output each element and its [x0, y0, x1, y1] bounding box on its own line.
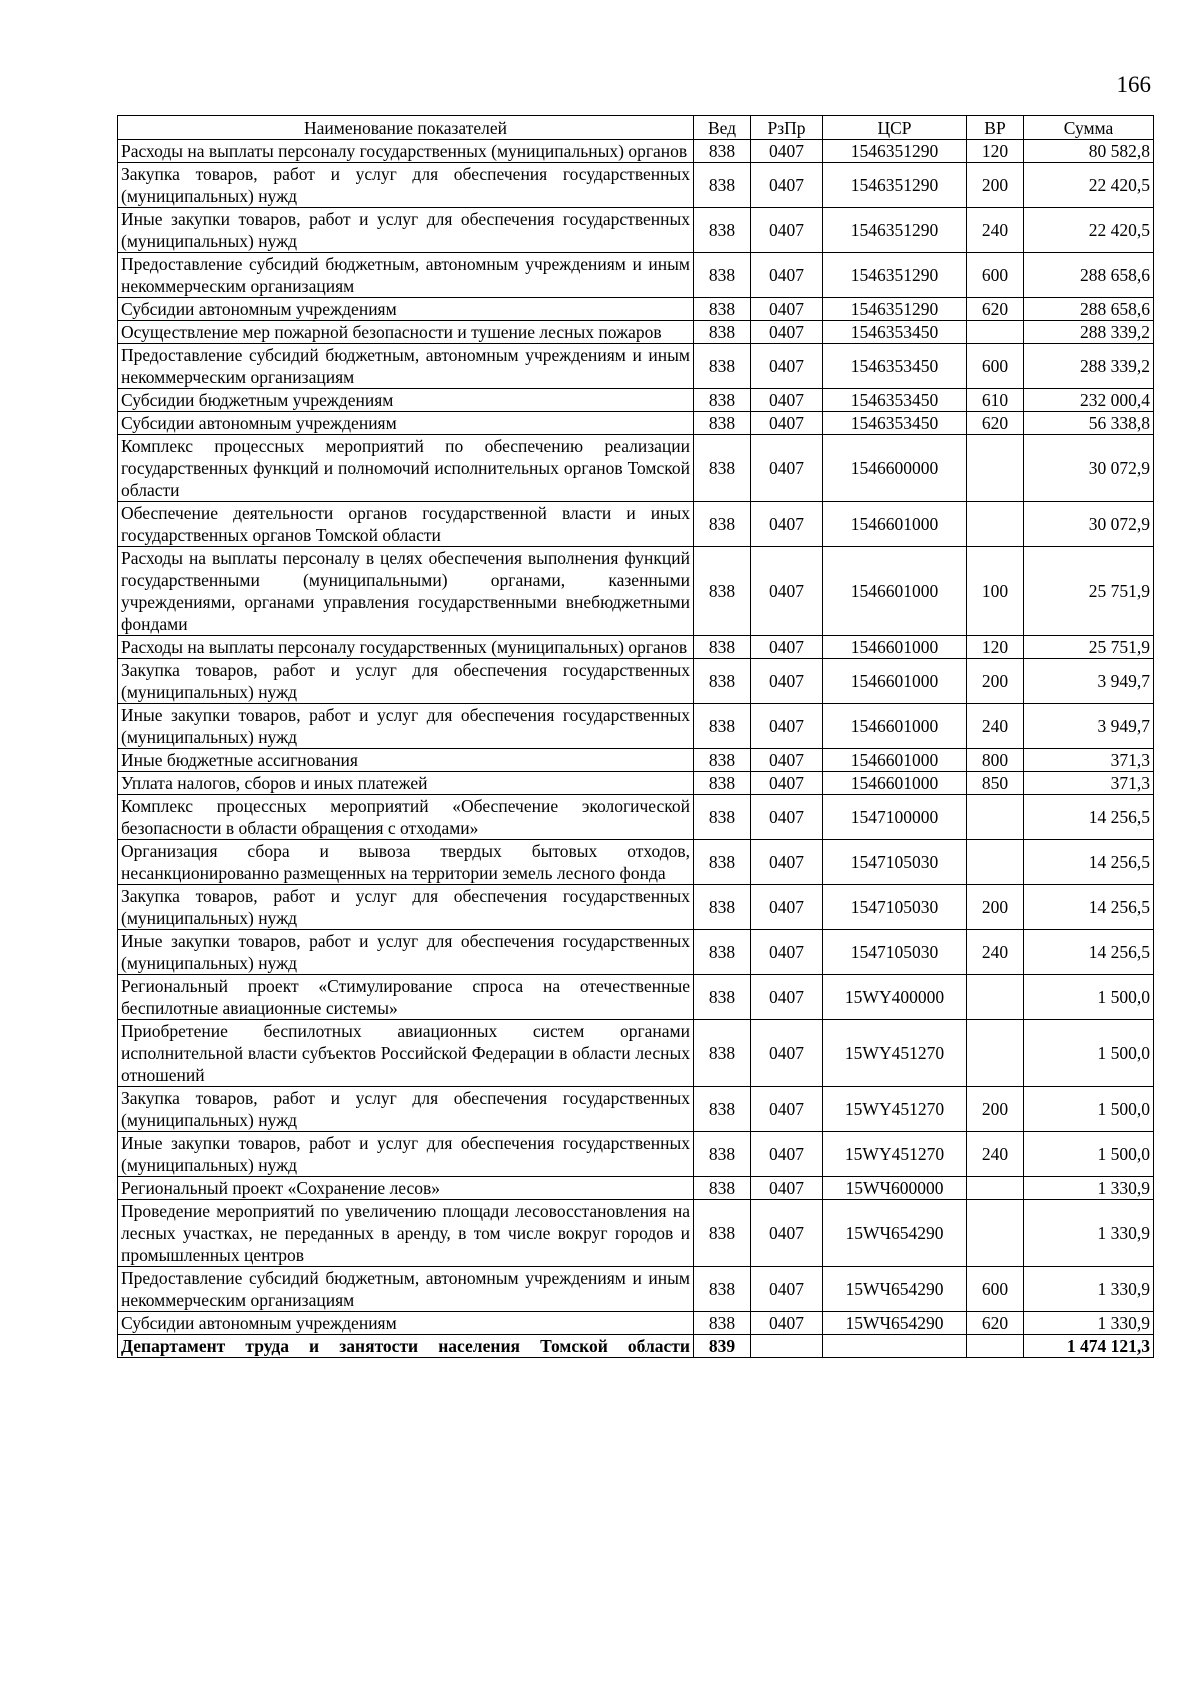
header-sum: Сумма — [1024, 116, 1154, 140]
cell-rzpr: 0407 — [751, 704, 823, 749]
table-row — [118, 975, 1154, 1020]
cell-rzpr — [751, 1335, 823, 1358]
cell-ved: 838 — [694, 1267, 751, 1312]
cell-ved: 838 — [694, 389, 751, 412]
cell-sum: 80 582,8 — [1024, 140, 1154, 163]
table-row — [118, 1267, 1154, 1312]
cell-csr: 1546351290 — [823, 163, 967, 208]
cell-rzpr: 0407 — [751, 321, 823, 344]
cell-csr: 1546353450 — [823, 321, 967, 344]
cell-vr: 620 — [967, 1312, 1024, 1335]
cell-csr: 1546353450 — [823, 412, 967, 435]
cell-sum: 25 751,9 — [1024, 636, 1154, 659]
cell-rzpr: 0407 — [751, 885, 823, 930]
cell-sum: 288 658,6 — [1024, 253, 1154, 298]
cell-name: Региональный проект «Стимулирование спроса на отечественные беспилотные авиационные системы» — [118, 975, 694, 1020]
cell-name: Приобретение беспилотных авиационных систем органами исполнительной власти субъектов Российской Федерации в области лесных отношений — [118, 1020, 694, 1087]
cell-csr: 1547105030 — [823, 885, 967, 930]
cell-name: Расходы на выплаты персоналу государственных (муниципальных) органов — [118, 140, 694, 163]
table-row — [118, 1335, 1154, 1358]
cell-sum: 14 256,5 — [1024, 795, 1154, 840]
cell-ved: 838 — [694, 344, 751, 389]
cell-ved: 838 — [694, 1200, 751, 1267]
cell-csr: 1546353450 — [823, 389, 967, 412]
cell-sum: 25 751,9 — [1024, 547, 1154, 636]
table-row — [118, 704, 1154, 749]
cell-ved: 838 — [694, 1177, 751, 1200]
table-row — [118, 930, 1154, 975]
cell-sum: 371,3 — [1024, 749, 1154, 772]
cell-ved: 838 — [694, 253, 751, 298]
cell-rzpr: 0407 — [751, 840, 823, 885]
table-row — [118, 749, 1154, 772]
cell-rzpr: 0407 — [751, 975, 823, 1020]
cell-vr: 600 — [967, 344, 1024, 389]
cell-ved: 838 — [694, 1312, 751, 1335]
cell-csr: 15WY451270 — [823, 1020, 967, 1087]
cell-vr: 600 — [967, 1267, 1024, 1312]
table-row — [118, 412, 1154, 435]
cell-vr: 620 — [967, 298, 1024, 321]
cell-vr: 120 — [967, 140, 1024, 163]
cell-csr — [823, 1335, 967, 1358]
cell-ved: 839 — [694, 1335, 751, 1358]
cell-vr: 620 — [967, 412, 1024, 435]
cell-name: Иные закупки товаров, работ и услуг для обеспечения государственных (муниципальных) нужд — [118, 930, 694, 975]
cell-rzpr: 0407 — [751, 435, 823, 502]
cell-csr: 1547105030 — [823, 840, 967, 885]
cell-name: Расходы на выплаты персоналу государственных (муниципальных) органов — [118, 636, 694, 659]
cell-ved: 838 — [694, 930, 751, 975]
cell-ved: 838 — [694, 547, 751, 636]
cell-csr: 15WY400000 — [823, 975, 967, 1020]
cell-ved: 838 — [694, 412, 751, 435]
cell-vr: 100 — [967, 547, 1024, 636]
cell-rzpr: 0407 — [751, 547, 823, 636]
cell-name: Иные закупки товаров, работ и услуг для обеспечения государственных (муниципальных) нужд — [118, 208, 694, 253]
cell-rzpr: 0407 — [751, 930, 823, 975]
cell-ved: 838 — [694, 772, 751, 795]
cell-csr: 1547105030 — [823, 930, 967, 975]
cell-vr: 200 — [967, 659, 1024, 704]
cell-sum: 1 474 121,3 — [1024, 1335, 1154, 1358]
cell-vr: 200 — [967, 1087, 1024, 1132]
cell-name: Комплекс процессных мероприятий по обеспечению реализации государственных функций и полномочий исполнительных органов Томской области — [118, 435, 694, 502]
cell-rzpr: 0407 — [751, 749, 823, 772]
cell-rzpr: 0407 — [751, 389, 823, 412]
cell-csr: 1546600000 — [823, 435, 967, 502]
header-csr: ЦСР — [823, 116, 967, 140]
cell-vr: 200 — [967, 163, 1024, 208]
cell-ved: 838 — [694, 1132, 751, 1177]
cell-csr: 1546601000 — [823, 502, 967, 547]
cell-vr — [967, 435, 1024, 502]
cell-rzpr: 0407 — [751, 1020, 823, 1087]
cell-sum: 288 339,2 — [1024, 321, 1154, 344]
cell-sum: 14 256,5 — [1024, 840, 1154, 885]
cell-sum: 1 500,0 — [1024, 975, 1154, 1020]
cell-sum: 288 658,6 — [1024, 298, 1154, 321]
cell-sum: 1 500,0 — [1024, 1132, 1154, 1177]
cell-ved: 838 — [694, 636, 751, 659]
cell-rzpr: 0407 — [751, 795, 823, 840]
cell-csr: 1546601000 — [823, 749, 967, 772]
cell-vr — [967, 795, 1024, 840]
cell-vr: 200 — [967, 885, 1024, 930]
cell-ved: 838 — [694, 704, 751, 749]
table-row — [118, 502, 1154, 547]
cell-vr: 800 — [967, 749, 1024, 772]
table-row — [118, 321, 1154, 344]
cell-ved: 838 — [694, 885, 751, 930]
cell-vr: 240 — [967, 1132, 1024, 1177]
table-row — [118, 1087, 1154, 1132]
cell-vr: 240 — [967, 208, 1024, 253]
cell-csr: 1546601000 — [823, 636, 967, 659]
table-row — [118, 253, 1154, 298]
page-number: 166 — [1116, 72, 1151, 97]
cell-vr — [967, 1020, 1024, 1087]
cell-rzpr: 0407 — [751, 344, 823, 389]
table-row — [118, 1312, 1154, 1335]
cell-vr: 240 — [967, 930, 1024, 975]
cell-csr: 1546353450 — [823, 344, 967, 389]
cell-rzpr: 0407 — [751, 659, 823, 704]
cell-ved: 838 — [694, 1087, 751, 1132]
cell-sum: 1 500,0 — [1024, 1087, 1154, 1132]
cell-name: Субсидии бюджетным учреждениям — [118, 389, 694, 412]
header-name: Наименование показателей — [118, 116, 694, 140]
cell-name: Субсидии автономным учреждениям — [118, 298, 694, 321]
cell-csr: 15WЧ654290 — [823, 1200, 967, 1267]
cell-rzpr: 0407 — [751, 636, 823, 659]
cell-ved: 838 — [694, 975, 751, 1020]
table-row — [118, 298, 1154, 321]
cell-vr — [967, 975, 1024, 1020]
table-row — [118, 772, 1154, 795]
table-row — [118, 140, 1154, 163]
cell-sum: 1 500,0 — [1024, 1020, 1154, 1087]
cell-vr — [967, 840, 1024, 885]
cell-rzpr: 0407 — [751, 1132, 823, 1177]
cell-name: Субсидии автономным учреждениям — [118, 1312, 694, 1335]
cell-name: Проведение мероприятий по увеличению площади лесовосстановления на лесных участках, не переданных в аренду, в том числе вокруг городов и промышленных центров — [118, 1200, 694, 1267]
cell-sum: 232 000,4 — [1024, 389, 1154, 412]
cell-name: Субсидии автономным учреждениям — [118, 412, 694, 435]
table-row — [118, 885, 1154, 930]
cell-ved: 838 — [694, 749, 751, 772]
cell-name: Закупка товаров, работ и услуг для обеспечения государственных (муниципальных) нужд — [118, 1087, 694, 1132]
cell-rzpr: 0407 — [751, 772, 823, 795]
header-vr: ВР — [967, 116, 1024, 140]
cell-name: Иные закупки товаров, работ и услуг для обеспечения государственных (муниципальных) нужд — [118, 704, 694, 749]
cell-sum: 22 420,5 — [1024, 163, 1154, 208]
cell-sum: 14 256,5 — [1024, 930, 1154, 975]
cell-sum: 1 330,9 — [1024, 1177, 1154, 1200]
header-rzpr: РзПр — [751, 116, 823, 140]
table-row — [118, 1132, 1154, 1177]
table-row — [118, 435, 1154, 502]
cell-name: Расходы на выплаты персоналу в целях обеспечения выполнения функций государственными (муниципальными) органами, казенными учреждениями, органами управления государственными внебюджетными фондами — [118, 547, 694, 636]
cell-vr: 120 — [967, 636, 1024, 659]
table-row — [118, 344, 1154, 389]
cell-sum: 22 420,5 — [1024, 208, 1154, 253]
header-ved: Вед — [694, 116, 751, 140]
cell-csr: 1546351290 — [823, 253, 967, 298]
cell-csr: 1546601000 — [823, 704, 967, 749]
cell-sum: 1 330,9 — [1024, 1200, 1154, 1267]
table-row — [118, 659, 1154, 704]
table-row — [118, 163, 1154, 208]
cell-sum: 30 072,9 — [1024, 502, 1154, 547]
cell-ved: 838 — [694, 840, 751, 885]
cell-ved: 838 — [694, 502, 751, 547]
cell-ved: 838 — [694, 163, 751, 208]
cell-ved: 838 — [694, 1020, 751, 1087]
cell-sum: 3 949,7 — [1024, 704, 1154, 749]
cell-csr: 1546601000 — [823, 772, 967, 795]
table-row — [118, 389, 1154, 412]
cell-rzpr: 0407 — [751, 253, 823, 298]
cell-name: Департамент труда и занятости населения Томской области — [118, 1335, 694, 1358]
cell-csr: 15WЧ654290 — [823, 1267, 967, 1312]
cell-vr — [967, 1335, 1024, 1358]
cell-name: Закупка товаров, работ и услуг для обеспечения государственных (муниципальных) нужд — [118, 885, 694, 930]
cell-vr — [967, 502, 1024, 547]
cell-name: Закупка товаров, работ и услуг для обеспечения государственных (муниципальных) нужд — [118, 659, 694, 704]
cell-rzpr: 0407 — [751, 412, 823, 435]
cell-rzpr: 0407 — [751, 1200, 823, 1267]
cell-name: Предоставление субсидий бюджетным, автономным учреждениям и иным некоммерческим организациям — [118, 253, 694, 298]
cell-vr: 600 — [967, 253, 1024, 298]
cell-sum: 288 339,2 — [1024, 344, 1154, 389]
cell-csr: 15WЧ600000 — [823, 1177, 967, 1200]
cell-ved: 838 — [694, 795, 751, 840]
cell-rzpr: 0407 — [751, 1267, 823, 1312]
cell-ved: 838 — [694, 208, 751, 253]
cell-name: Предоставление субсидий бюджетным, автономным учреждениям и иным некоммерческим организациям — [118, 344, 694, 389]
cell-csr: 1546351290 — [823, 208, 967, 253]
cell-ved: 838 — [694, 298, 751, 321]
cell-ved: 838 — [694, 659, 751, 704]
cell-name: Иные бюджетные ассигнования — [118, 749, 694, 772]
cell-name: Уплата налогов, сборов и иных платежей — [118, 772, 694, 795]
cell-name: Региональный проект «Сохранение лесов» — [118, 1177, 694, 1200]
cell-csr: 1546601000 — [823, 659, 967, 704]
table-body — [118, 140, 1154, 1358]
cell-rzpr: 0407 — [751, 1312, 823, 1335]
table-row — [118, 547, 1154, 636]
cell-sum: 56 338,8 — [1024, 412, 1154, 435]
cell-name: Обеспечение деятельности органов государственной власти и иных государственных органов Томской области — [118, 502, 694, 547]
cell-vr — [967, 1200, 1024, 1267]
cell-csr: 1546351290 — [823, 140, 967, 163]
cell-vr — [967, 1177, 1024, 1200]
cell-name: Закупка товаров, работ и услуг для обеспечения государственных (муниципальных) нужд — [118, 163, 694, 208]
cell-rzpr: 0407 — [751, 208, 823, 253]
cell-rzpr: 0407 — [751, 1177, 823, 1200]
cell-ved: 838 — [694, 140, 751, 163]
cell-ved: 838 — [694, 321, 751, 344]
cell-csr: 1547100000 — [823, 795, 967, 840]
table-row — [118, 1177, 1154, 1200]
cell-rzpr: 0407 — [751, 163, 823, 208]
cell-vr: 850 — [967, 772, 1024, 795]
cell-sum: 371,3 — [1024, 772, 1154, 795]
cell-sum: 14 256,5 — [1024, 885, 1154, 930]
table-row — [118, 636, 1154, 659]
cell-csr: 1546351290 — [823, 298, 967, 321]
cell-rzpr: 0407 — [751, 298, 823, 321]
table-header-row — [118, 116, 1154, 140]
cell-name: Комплекс процессных мероприятий «Обеспечение экологической безопасности в области обращения с отходами» — [118, 795, 694, 840]
cell-name: Организация сбора и вывоза твердых бытовых отходов, несанкционированно размещенных на территории земель лесного фонда — [118, 840, 694, 885]
cell-csr: 15WЧ654290 — [823, 1312, 967, 1335]
cell-vr: 240 — [967, 704, 1024, 749]
cell-sum: 1 330,9 — [1024, 1267, 1154, 1312]
cell-sum: 30 072,9 — [1024, 435, 1154, 502]
cell-sum: 3 949,7 — [1024, 659, 1154, 704]
table-row — [118, 1200, 1154, 1267]
cell-rzpr: 0407 — [751, 502, 823, 547]
cell-ved: 838 — [694, 435, 751, 502]
table-row — [118, 1020, 1154, 1087]
cell-vr — [967, 321, 1024, 344]
cell-rzpr: 0407 — [751, 140, 823, 163]
cell-name: Иные закупки товаров, работ и услуг для обеспечения государственных (муниципальных) нужд — [118, 1132, 694, 1177]
cell-vr: 610 — [967, 389, 1024, 412]
table-row — [118, 208, 1154, 253]
cell-csr: 1546601000 — [823, 547, 967, 636]
cell-csr: 15WY451270 — [823, 1132, 967, 1177]
cell-name: Предоставление субсидий бюджетным, автономным учреждениям и иным некоммерческим организациям — [118, 1267, 694, 1312]
cell-sum: 1 330,9 — [1024, 1312, 1154, 1335]
budget-table — [117, 115, 1154, 1358]
table-row — [118, 795, 1154, 840]
cell-rzpr: 0407 — [751, 1087, 823, 1132]
table-row — [118, 840, 1154, 885]
cell-name: Осуществление мер пожарной безопасности и тушение лесных пожаров — [118, 321, 694, 344]
cell-csr: 15WY451270 — [823, 1087, 967, 1132]
